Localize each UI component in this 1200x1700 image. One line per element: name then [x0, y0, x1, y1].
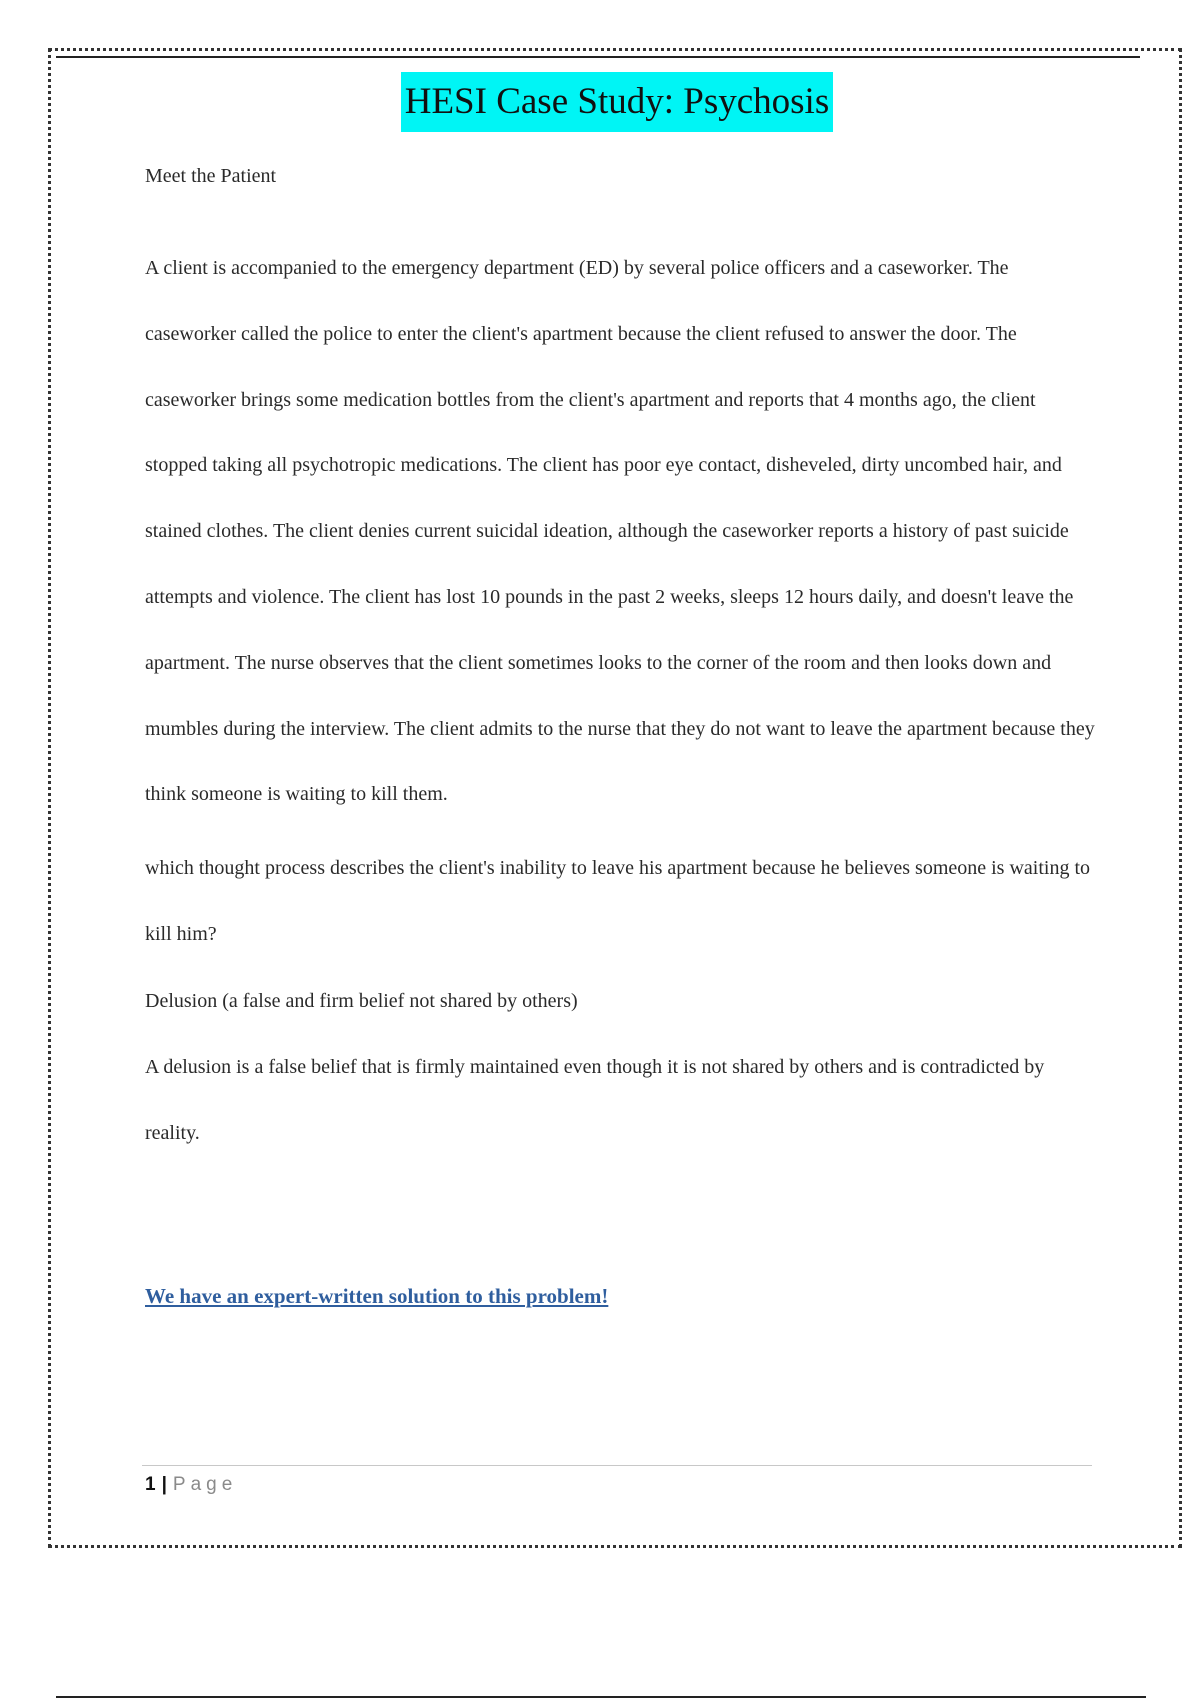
explanation-text: A delusion is a false belief that is firmly maintained even though it is not shared by others and is contradicted by reality.: [145, 1055, 1045, 1144]
title-container: [0, 72, 1200, 132]
bottom-rule: [56, 1696, 1146, 1698]
question-text: which thought process describes the client's inability to leave his apartment because he believes someone is waiting to kill him?: [145, 857, 1091, 945]
footer-separator: |: [161, 1474, 167, 1495]
answer-text: Delusion (a false and firm belief not shared by others): [145, 989, 578, 1012]
page-number: 1: [145, 1474, 156, 1495]
header-rule: [56, 56, 1140, 58]
page-footer: [145, 1472, 237, 1498]
section-heading: Meet the Patient: [145, 165, 277, 187]
document-title: HESI Case Study: Psychosis: [401, 72, 834, 132]
case-description: A client is accompanied to the emergency department (ED) by several police officers and a caseworker. The caseworker called the police to enter the client's apartment because the client refused to answer the door. The caseworker brings some medication bottles from the client's apartment and reports that 4 months ago, the client stopped taking all psychotropic medications. The client has poor eye contact, disheveled, dirty uncombed hair, and stained clothes. The client denies current suicidal ideation, although the caseworker reports a history of past suicide attempts and violence. The client has lost 10 pounds in the past 2 weeks, sleeps 12 hours daily, and doesn't leave the apartment. The nurse observes that the client sometimes looks to the corner of the room and then looks down and mumbles during the interview. The client admits to the nurse that they do not want to leave the apartment because they think someone is waiting to kill them.: [145, 257, 1095, 806]
footer-rule: [142, 1465, 1092, 1466]
page-label: Page: [172, 1474, 238, 1495]
expert-solution-link[interactable]: We have an expert-written solution to this problem!: [145, 1283, 609, 1308]
document-body: [145, 156, 1095, 1316]
